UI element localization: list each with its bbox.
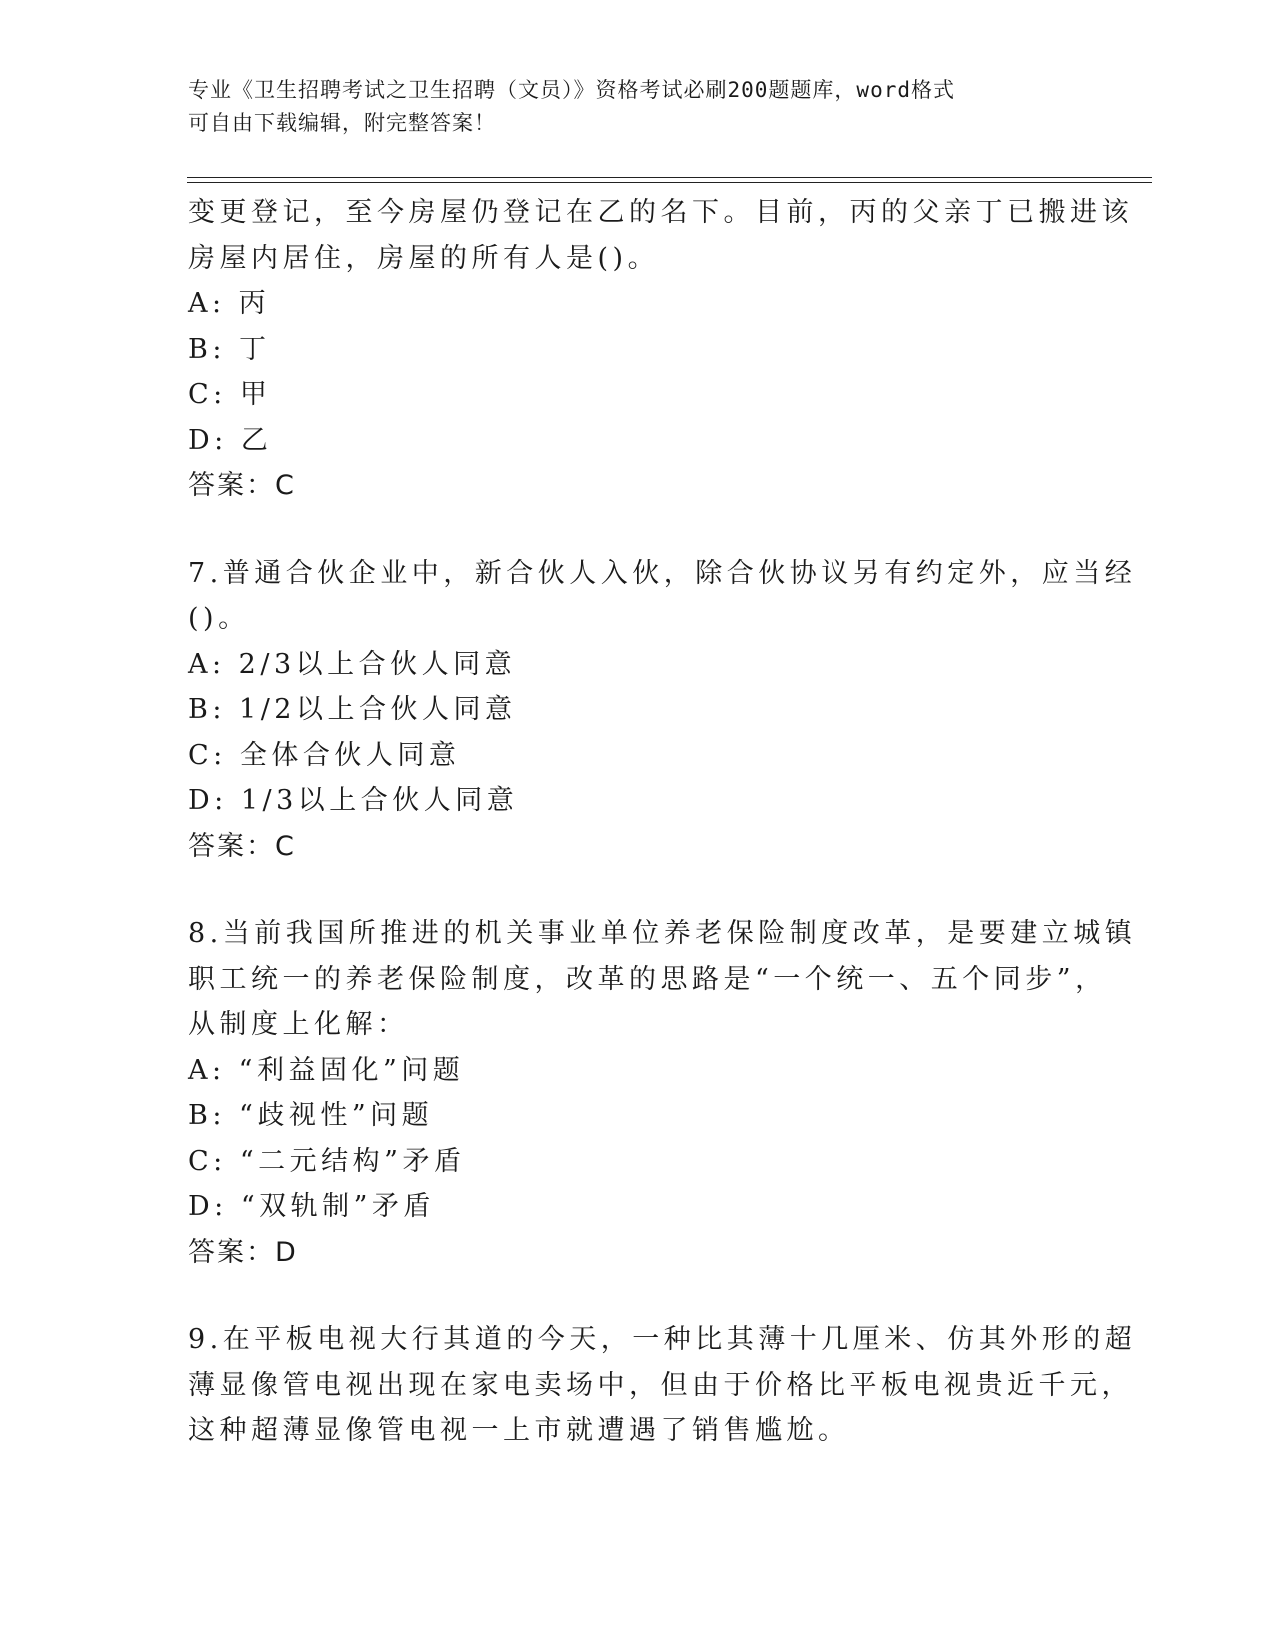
question-text-line: 房屋内居住，房屋的所有人是()。 — [188, 242, 660, 274]
option-d: D: 乙 — [188, 424, 273, 456]
option-a: A: 2/3以上合伙人同意 — [188, 648, 517, 680]
question-text-line: 从制度上化解： — [188, 1009, 409, 1040]
option-d: D: 1/3以上合伙人同意 — [188, 785, 519, 816]
question-text-line: ()。 — [188, 603, 250, 634]
question-text-line: 职工统一的养老保险制度，改革的思路是“一个统一、五个同步”， — [188, 963, 1107, 995]
question-text-line: 变更登记，至今房屋仍登记在乙的名下。目前，丙的父亲丁已搬进该 — [188, 197, 1133, 228]
header-divider-top — [187, 177, 1152, 178]
option-b: B: 丁 — [188, 333, 271, 365]
question-block — [188, 190, 1133, 509]
option-d: D: “双轨制”矛盾 — [188, 1191, 435, 1222]
question-block — [188, 551, 1137, 870]
option-a: A: “利益固化”问题 — [188, 1054, 465, 1086]
answer-line: 答案：C — [188, 830, 296, 862]
question-text-line: 这种超薄显像管电视一上市就遭遇了销售尴尬。 — [188, 1415, 850, 1446]
answer-line: 答案：D — [188, 1236, 298, 1268]
option-b: B: “歧视性”问题 — [188, 1100, 434, 1131]
option-c: C: “二元结构”矛盾 — [188, 1145, 466, 1177]
option-b: B: 1/2以上合伙人同意 — [188, 694, 517, 725]
question-text-line: 7.普通合伙企业中，新合伙人入伙，除合伙协议另有约定外，应当经 — [188, 557, 1137, 589]
option-c: C: 全体合伙人同意 — [188, 739, 461, 771]
question-block — [188, 1317, 1137, 1454]
question-text-line: 9.在平板电视大行其道的今天，一种比其薄十几厘米、仿其外形的超 — [188, 1324, 1137, 1355]
question-block — [188, 911, 1137, 1275]
document-header: 专业《卫生招聘考试之卫生招聘（文员）》资格考试必刷200题题库，word格式 可自由下载编辑，附完整答案！ — [188, 78, 955, 135]
option-a: A: 丙 — [188, 288, 271, 319]
header-divider-bottom — [187, 182, 1152, 183]
answer-line: 答案：C — [188, 470, 296, 501]
question-list — [188, 190, 1137, 1454]
question-text-line: 8.当前我国所推进的机关事业单位养老保险制度改革，是要建立城镇 — [188, 918, 1137, 949]
option-c: C: 甲 — [188, 379, 272, 410]
question-text-line: 薄显像管电视出现在家电卖场中，但由于价格比平板电视贵近千元， — [188, 1369, 1133, 1401]
